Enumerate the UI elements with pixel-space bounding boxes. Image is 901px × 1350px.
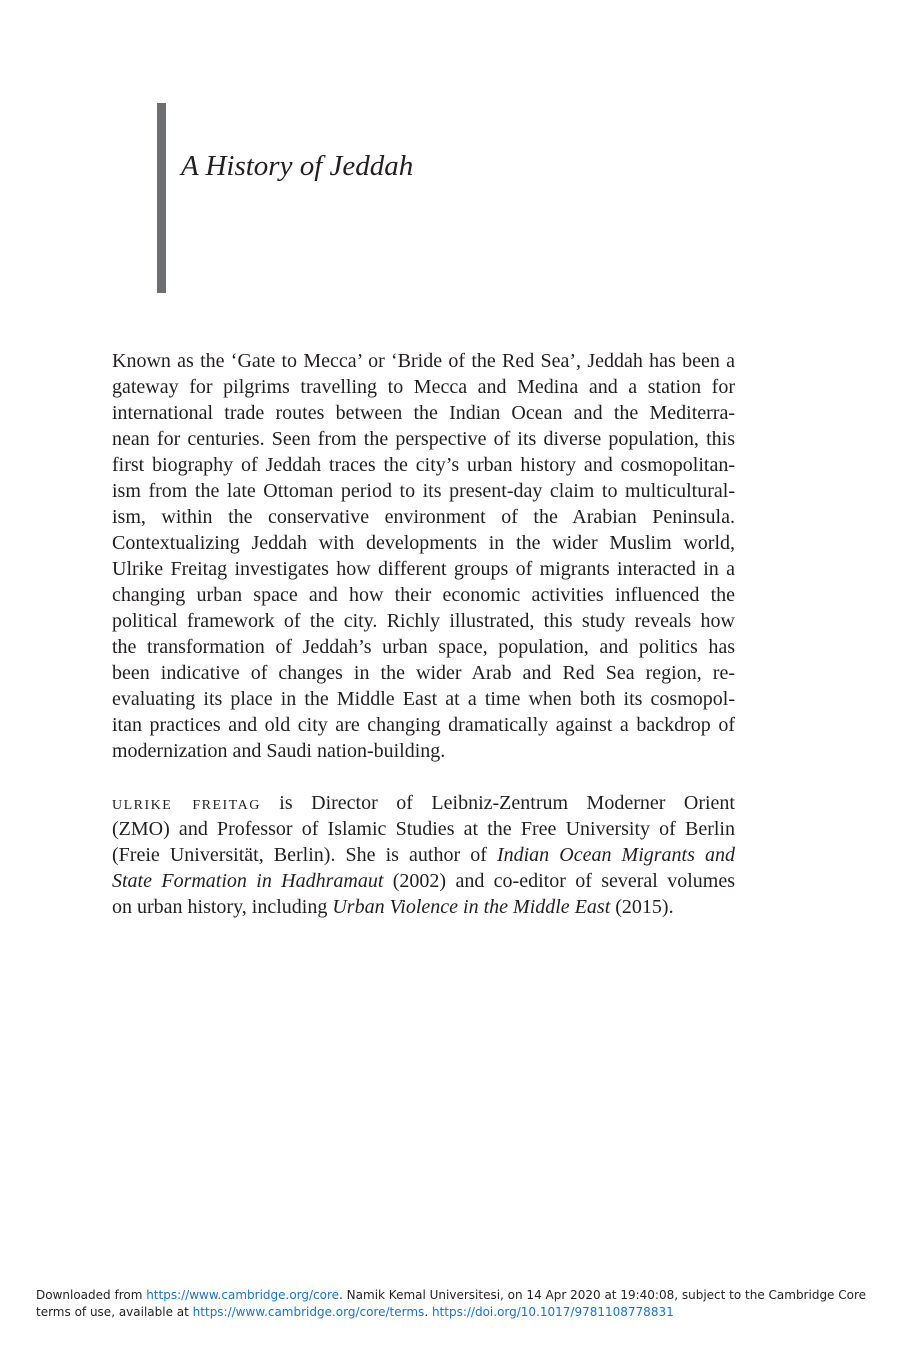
description-line: nean for centuries. Seen from the perspective of its diverse population, this: [112, 428, 735, 450]
download-footer: [36, 1287, 876, 1321]
description-line: changing urban space and how their economic activities influenced the: [112, 584, 735, 606]
author-bio-text: (Freie Universität, Berlin). She is author of: [112, 844, 497, 866]
footer-text: .: [424, 1305, 432, 1319]
author-bio-text: is Director of Leibniz-Zentrum Moderner Orient: [260, 792, 735, 814]
description-line: evaluating its place in the Middle East at a time when both its cosmopol-: [112, 688, 735, 710]
doi-link[interactable]: https://doi.org/10.1017/9781108778831: [431, 1305, 674, 1319]
author-bio-line: [112, 790, 735, 816]
description-line: gateway for pilgrims travelling to Mecca and Medina and a station for: [112, 376, 735, 398]
description-line: Known as the ‘Gate to Mecca’ or ‘Bride of the Red Sea’, Jeddah has been a: [112, 350, 735, 372]
author-bio-text: on urban history, including: [112, 896, 333, 918]
author-bio-line: [112, 842, 735, 868]
author-bio-text: (2015).: [610, 896, 674, 918]
description-line: been indicative of changes in the wider Arab and Red Sea region, re-: [112, 662, 735, 684]
terms-link[interactable]: https://www.cambridge.org/core/terms: [192, 1305, 425, 1319]
footer-text: terms of use, available at: [36, 1305, 193, 1319]
title-accent-bar: [157, 103, 166, 293]
description-line: ism from the late Ottoman period to its present-day claim to multicultural-: [112, 480, 735, 502]
description-line: first biography of Jeddah traces the city’s urban history and cosmopolitan-: [112, 454, 735, 476]
author-bio-text: (2002) and co-editor of several volumes: [383, 870, 735, 892]
book-reference-title: Urban Violence in the Middle East: [332, 896, 611, 918]
book-reference-title: State Formation in Hadhramaut: [112, 870, 384, 892]
footer-text: . Namik Kemal Universitesi, on 14 Apr 2020 at 19:40:08, subject to the Cambridge Core: [339, 1288, 867, 1302]
description-line: ism, within the conservative environment of the Arabian Peninsula.: [112, 506, 735, 528]
footer-text: Downloaded from: [36, 1288, 147, 1302]
book-reference-title: Indian Ocean Migrants and: [496, 844, 735, 866]
description-line: political framework of the city. Richly illustrated, this study reveals how: [112, 610, 735, 632]
author-bio-line: (ZMO) and Professor of Islamic Studies at the Free University of Berlin: [112, 818, 735, 840]
author-bio-line: [112, 894, 735, 920]
description-line: itan practices and old city are changing dramatically against a backdrop of: [112, 714, 735, 736]
description-line: Contextualizing Jeddah with developments in the wider Muslim world,: [112, 532, 735, 554]
footer-line: [36, 1304, 876, 1321]
author-bio: [112, 790, 735, 920]
author-name: ulrike freitag: [112, 792, 261, 814]
book-description: [112, 348, 735, 764]
footer-line: [36, 1287, 876, 1304]
cambridge-core-link[interactable]: https://www.cambridge.org/core: [146, 1288, 340, 1302]
author-bio-line: [112, 868, 735, 894]
description-line: international trade routes between the Indian Ocean and the Mediterra-: [112, 402, 735, 424]
book-title: A History of Jeddah: [181, 150, 414, 182]
description-line: the transformation of Jeddah’s urban space, population, and politics has: [112, 636, 735, 658]
description-line: modernization and Saudi nation-building.: [112, 740, 446, 762]
description-line: Ulrike Freitag investigates how different groups of migrants interacted in a: [112, 558, 735, 580]
